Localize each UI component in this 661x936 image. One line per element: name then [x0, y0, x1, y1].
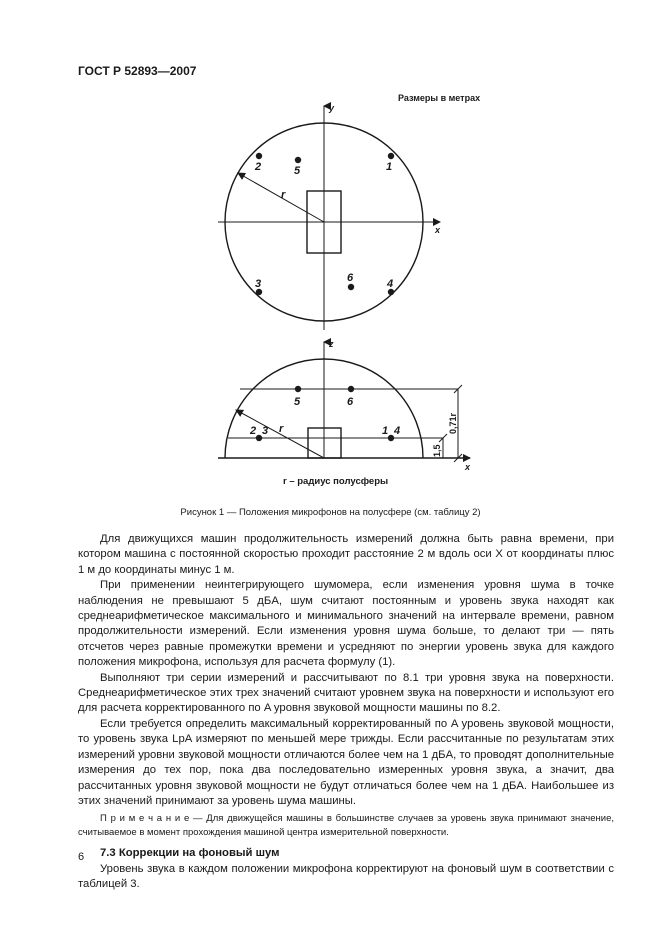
mic-point-2 — [256, 153, 262, 159]
mic-point-1 — [388, 153, 394, 159]
mic-label-4: 4 — [387, 278, 394, 290]
side-mic-point-6 — [348, 386, 354, 392]
side-view — [218, 342, 470, 462]
dim-label-15: 1,5 — [432, 444, 442, 457]
paragraph-max-level: Если требуется определить максимальный корректированный по A уровень звуковой мощности, то уровень звука LpA измеряют по меньшей мере трижды. Если рассчитанные по результатам этих измерений уровни звуковой мощности отличаются более чем на 1 дБA, то проводят дополнительные измерения до тех пор, пока два последовательно измеренных уровня звука, а значит, два рассчитанных уровня звуковой мощности не будут отличаться более чем на 1 дБA. Наибольшее из этих значений принимают за уровень шума машины. — [78, 717, 614, 807]
mic-label-6: 6 — [347, 272, 354, 284]
page-number: 6 — [78, 851, 85, 863]
side-view-points — [256, 386, 394, 441]
figure-caption: Рисунок 1 — Положения микрофонов на полусфере (см. таблицу 2) — [180, 507, 481, 518]
section-title: 7.3 Коррекции на фоновый шум — [100, 847, 280, 860]
mic-label-3: 3 — [255, 278, 262, 290]
mic-label-1: 1 — [386, 161, 393, 173]
side-mic-point-5 — [295, 386, 301, 392]
mic-point-6 — [348, 284, 354, 290]
paragraph-duration: Для движущихся машин продолжительность измерений должна быть равна времени, при котором машина с постоянной скоростью проходит расстояние 2 м вдоль оси X от координаты плюс 1 м до координаты минус 1 м. — [78, 533, 614, 576]
mic-point-5 — [295, 157, 301, 163]
radius-legend: r – радиус полусферы — [283, 476, 389, 487]
side-mic-label-3: 3 — [262, 425, 269, 437]
paragraph-noninteg-meter: При применении неинтегрирующего шумомера, если изменения уровня шума в точке наблюдения не превышают 5 дБA, шум считают постоянным и уровень звука находят как среднеарифметическое максимального и минимального значений на интервале времени, равном продолжительности измерений. Если изменения уровня шума больше, то делают три — пять отсчетов через равные промежутки времени и усредняют по энергии уровень звука для каждого положения микрофона, используя для расчета формулу (1). — [78, 579, 614, 669]
y-axis-label: y — [329, 103, 335, 113]
z-axis-label: z — [329, 339, 334, 349]
x-axis-label-side: x — [465, 462, 471, 472]
top-view — [218, 106, 440, 330]
body-text — [78, 532, 614, 893]
paragraph-three-series: Выполняют три серии измерений и рассчитывают по 8.1 три уровня звука на поверхности. Среднеарифметическое этих трех значений считают уровнем звука на поверхности и используют его для расчета корректированного по A уровня звуковой мощности машины по 8.2. — [78, 671, 614, 715]
top-view-points — [256, 153, 394, 295]
side-mic-label-1: 1 — [382, 425, 389, 437]
note-paragraph: П р и м е ч а н и е — Для движущейся машины в большинстве случаев за уровень звука принимают значение, считываемое в момент прохождения машиной центра измерительной поверхности. — [78, 813, 614, 839]
x-axis-label-top: x — [435, 225, 441, 235]
side-mic-label-5: 5 — [294, 396, 301, 408]
document-header: ГОСТ Р 52893—2007 — [78, 64, 197, 78]
side-mic-label-4: 4 — [394, 425, 401, 437]
radius-label-top: r — [281, 189, 286, 201]
section-paragraph: Уровень звука в каждом положении микрофона корректируют на фоновый шум в соответствии с таблицей 3. — [78, 862, 614, 891]
mic-label-2: 2 — [255, 161, 262, 173]
dim-label-071r: 0,71r — [448, 412, 458, 434]
mic-label-5: 5 — [294, 165, 301, 177]
side-mic-label-6: 6 — [347, 396, 354, 408]
side-mic-label-2: 2 — [250, 425, 257, 437]
units-note: Размеры в метрах — [398, 93, 481, 103]
radius-label-side: r — [279, 423, 284, 435]
